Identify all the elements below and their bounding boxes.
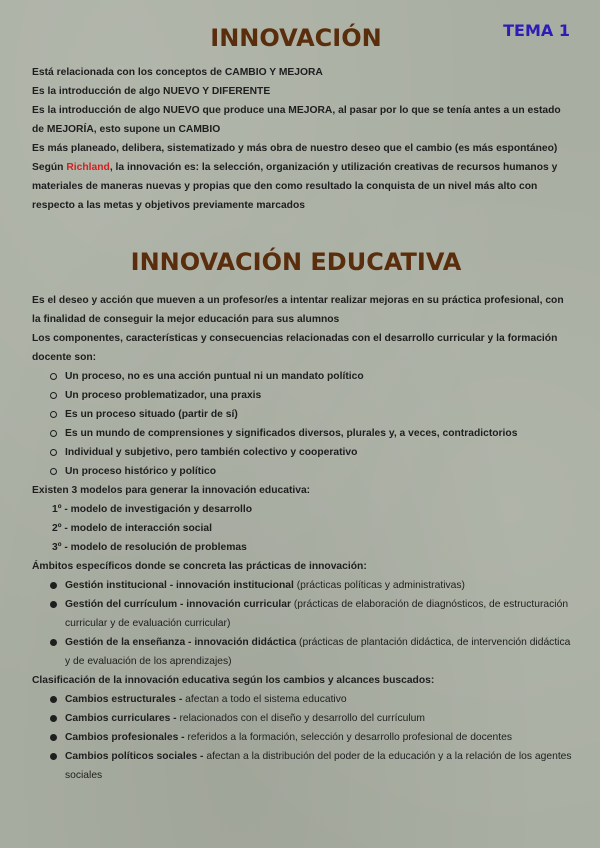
text: Gestión del currículum - innovación curricular <box>65 599 292 610</box>
list-item: Un proceso, no es una acción puntual ni un mandato político <box>65 367 572 386</box>
list-item <box>65 747 572 785</box>
changes-list <box>32 690 572 785</box>
section-title-innovacion-educativa: INNOVACIÓN EDUCATIVA <box>130 248 462 276</box>
list-item: Un proceso problematizador, una praxis <box>65 386 572 405</box>
paragraph: Clasificación de la innovación educativa según los cambios y alcances buscados: <box>32 675 435 686</box>
text: Gestión de la enseñanza - innovación didáctica <box>65 637 297 648</box>
list-item <box>65 690 572 709</box>
text: Cambios políticos sociales - <box>65 751 207 762</box>
innovation-definitions <box>32 63 572 215</box>
text: Según <box>32 162 67 173</box>
text: referidos a la formación, selección y desarrollo profesional de docentes <box>187 732 512 743</box>
list-item: Es un proceso situado (partir de sí) <box>65 405 572 424</box>
section-title-innovacion: INNOVACIÓN <box>210 24 382 52</box>
list-item <box>65 728 572 747</box>
list-item: Un proceso histórico y político <box>65 462 572 481</box>
paragraph: Los componentes, características y consecuencias relacionadas con el desarrollo curricular y la formación docente son: <box>32 333 558 363</box>
text: Cambios profesionales - <box>65 732 188 743</box>
text: Cambios curriculares - <box>65 713 180 724</box>
paragraph: Está relacionada con los conceptos de CAMBIO Y MEJORA <box>32 67 323 78</box>
paragraph: Es el deseo y acción que mueven a un profesor/es a intentar realizar mejoras en su práctica profesional, con la finalidad de conseguir la mejor educación para sus alumnos <box>32 295 564 325</box>
list-item: Individual y subjetivo, pero también colectivo y cooperativo <box>65 443 572 462</box>
text: relacionados con el diseño y desarrollo del currículum <box>179 713 425 724</box>
list-item <box>65 576 572 595</box>
list-item: Es un mundo de comprensiones y significados diversos, plurales y, a veces, contradictorios <box>65 424 572 443</box>
text: , la innovación es: la selección, organización y utilización creativas de recursos humanos y materiales de maneras nuevas y propias que den como resultado la conquista de un nivel más alto con respecto a las metas y objetivos previamente marcados <box>32 162 558 211</box>
educational-innovation-content <box>32 291 572 785</box>
list-item: 3º - modelo de resolución de problemas <box>52 542 247 553</box>
text: (prácticas de plantación didáctica, de intervención didáctica y de evaluación de los aprendizajes) <box>65 637 571 667</box>
list-item <box>65 595 572 633</box>
areas-list <box>32 576 572 671</box>
richland-definition <box>32 158 572 215</box>
list-item: 1º - modelo de investigación y desarrollo <box>52 504 253 515</box>
text: afectan a todo el sistema educativo <box>185 694 347 705</box>
paragraph: Es la introducción de algo NUEVO Y DIFERENTE <box>32 86 271 97</box>
list-item <box>65 709 572 728</box>
list-item: 2º - modelo de interacción social <box>52 523 212 534</box>
paragraph: Existen 3 modelos para generar la innovación educativa: <box>32 485 311 496</box>
paragraph: Ámbitos específicos donde se concreta las prácticas de innovación: <box>32 561 367 572</box>
paragraph: Es más planeado, delibera, sistematizado y más obra de nuestro deseo que el cambio (es más espontáneo) <box>32 143 558 154</box>
text: (prácticas políticas y administrativas) <box>293 580 465 591</box>
text: (prácticas de elaboración de diagnósticos, de estructuración curricular y de evaluación curricular) <box>65 599 569 629</box>
models-list <box>32 500 572 557</box>
text: Gestión institucional - innovación institucional <box>65 580 294 591</box>
components-list <box>32 367 572 481</box>
paragraph: Es la introducción de algo NUEVO que produce una MEJORA, al pasar por lo que se tenía antes a un estado de MEJORÍA, esto supone un CAMBIO <box>32 105 561 135</box>
text: Cambios estructurales - <box>65 694 186 705</box>
text: afectan a la distribución del poder de la educación y a la relación de los agentes sociales <box>65 751 572 781</box>
list-item <box>65 633 572 671</box>
author-name: Richland <box>66 162 110 173</box>
topic-label: TEMA 1 <box>503 21 570 40</box>
